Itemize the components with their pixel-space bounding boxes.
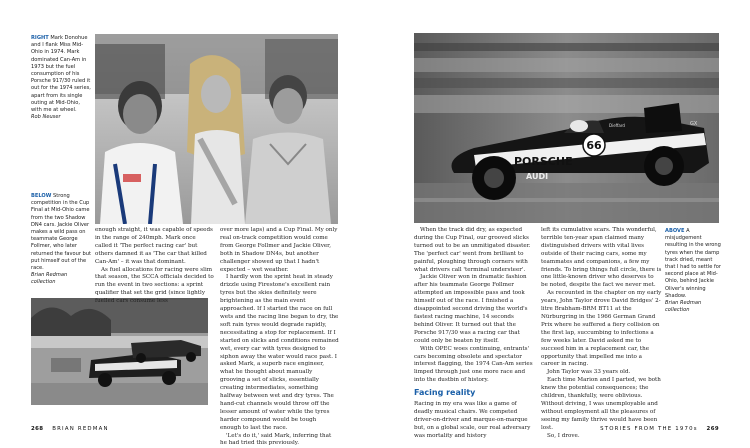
car-sponsor-porsche: PORSCHE xyxy=(514,155,573,168)
paragraph: When the track did dry, as expected during the Cup Final, our grooved slicks turned out to be an unmitigated disaster. The 'perfect car' went from brilliant to painful, ploughing through corners with what drivers call 'terminal understeer'. xyxy=(414,227,531,273)
paragraph: Each time Marion and I parted, we both knew the potential consequences; the children, thankfully, were oblivious. Without driving, I was unemployable and without employment all the pleasures of seeing my family thrive would have been lost. xyxy=(541,377,661,431)
paragraph: With OPEC woes continuing, entrants' cars becoming obsolete and spectator interest flagging, the 1974 Can-Am series limped through just one more race and into the dustbin of history. xyxy=(414,345,533,384)
caption-above-photo xyxy=(665,228,723,314)
running-head: STORIES FROM THE 1970s xyxy=(600,426,698,432)
page-number: 269 xyxy=(706,426,719,432)
paragraph: John Taylor was 33 years old. xyxy=(547,369,631,376)
caption-text: Strong competition in the Cup Final at Mid-Ohio came from the two Shadow DN4 cars. Jackie Oliver makes a wild pass on teammate George Follmer, who later returned the favour but put himself out of the race. xyxy=(31,193,91,272)
section-heading: Facing reality xyxy=(414,388,476,398)
right-text-column-1 xyxy=(414,227,535,441)
paragraph: Jackie Oliver won in dramatic fashion after his teammate George Follmer attempted an impossible pass and took himself out of the race. I finished a disappointed second driving the world's fastest racing machine, 14 seconds behind Oliver. It turned out that the Porsche 917/30 was a racing car that could only be beaten by itself. xyxy=(414,274,528,344)
paragraph: I hardly won the sprint heat in steady drizzle using Firestone's excellent rain tyres but the skies definitely were brightening as the main event approached. If I started the race on full wets and the racing line began to dry, the soft rain tyres would degrade rapidly, necessitating a stop for replacement. If I started on slicks and conditions remained wet, every car with tyres designed to siphon away the water would race past. I asked Mark, a superb race engineer, what he thought about manually grooving a set of slicks, essentially creating intermediates, something halfway between wet and dry tyres. The hand-cut channels would throw off the lesser amount of water while the tyres harder compound would be tough enough to last the race. xyxy=(220,274,339,431)
photo-shadow-cars-race xyxy=(31,298,208,405)
paragraph: So, I drove. xyxy=(547,432,580,439)
caption-credit: Brian Redman collection xyxy=(31,272,68,286)
right-text-column-2 xyxy=(541,227,662,440)
caption-credit: Brian Redman collection xyxy=(665,300,702,314)
caption-text: Mark Donohue and I flank Miss Mid-Ohio in 1974. Mark dominated Can-Am in 1973 but the fuel consumption of his Porsche 917/30 ruled it out for the 1974 series, apart from its single outing at Mid-Ohio, with me at wheel. xyxy=(31,35,91,114)
left-text-column-2 xyxy=(220,227,339,448)
caption-text: A misjudgement resulting in the wrong tyres when the damp track dried, meant that I had to settle for second place at Mid-Ohio, behind Jackie Oliver's winning Shadow. xyxy=(665,228,721,299)
left-folio xyxy=(31,426,109,432)
paragraph: over more laps) and a Cup Final. My only real on-track competition would come from George Follmer and Jackie Oliver, both in Shadow DN4s, but another challenger showed up that I hadn't expected – wet weather. xyxy=(220,227,338,273)
caption-lead: BELOW xyxy=(31,193,52,199)
page-number: 268 xyxy=(31,426,44,432)
running-head: BRIAN REDMAN xyxy=(52,426,109,432)
paragraph: Racing in my era was like a game of deadly musical chairs. We competed driver-on-driver and marque-on-marque but, on a global scale, our real adversary was mortality and history xyxy=(414,401,531,439)
caption-bottom-photo xyxy=(31,193,93,287)
car-sponsor-audi: AUDI xyxy=(526,172,549,181)
caption-lead: RIGHT xyxy=(31,35,49,41)
right-folio xyxy=(600,426,719,432)
paragraph: As fuel allocations for racing were slim that season, the SCCA officials decided to run the event in two sections: a sprint qualifier that set the grid (since lightly fuelled cars consume less xyxy=(95,266,214,305)
paragraph: As recounted in the chapter on my early years, John Taylor drove David Bridges' 2-litre Brabham-BRM BT11 at the Nürburgring in the 1966 German Grand Prix where he suffered a fiery collision on the first lap, succumbing to infections a few weeks later. David asked me to succeed him in a replacement car, the opportunity that impelled me into a career in racing. xyxy=(541,290,662,368)
car-number: 66 xyxy=(586,139,602,152)
caption-lead: ABOVE xyxy=(665,228,685,234)
left-text-column-1 xyxy=(95,227,214,306)
paragraph: 'Let's do it,' said Mark, inferring that he had tried this previously. xyxy=(220,432,332,447)
caption-credit: Rob Neuser xyxy=(31,114,61,121)
car-small-label-2: GX xyxy=(690,121,698,127)
photo-drivers-and-miss-mid-ohio xyxy=(95,34,338,224)
caption-top-photo xyxy=(31,35,92,121)
paragraph: left its cumulative scars. This wonderful, terrible ten-year span claimed many distinguished drivers with vital lives outside of their racing cars, some my teammates and companions, a few my friends. To bring things full circle, there is one little-known driver who deserves to be noted, despite the fact we never met. xyxy=(541,227,662,289)
paragraph: enough straight, it was capable of speeds in the range of 240mph. Mark once called it 'The perfect racing car' but others damned it as 'The car that killed Can-Am' – it was that dominant. xyxy=(95,227,213,265)
photo-porsche-917-30 xyxy=(414,33,719,223)
car-small-label: Dieffard xyxy=(609,123,625,128)
